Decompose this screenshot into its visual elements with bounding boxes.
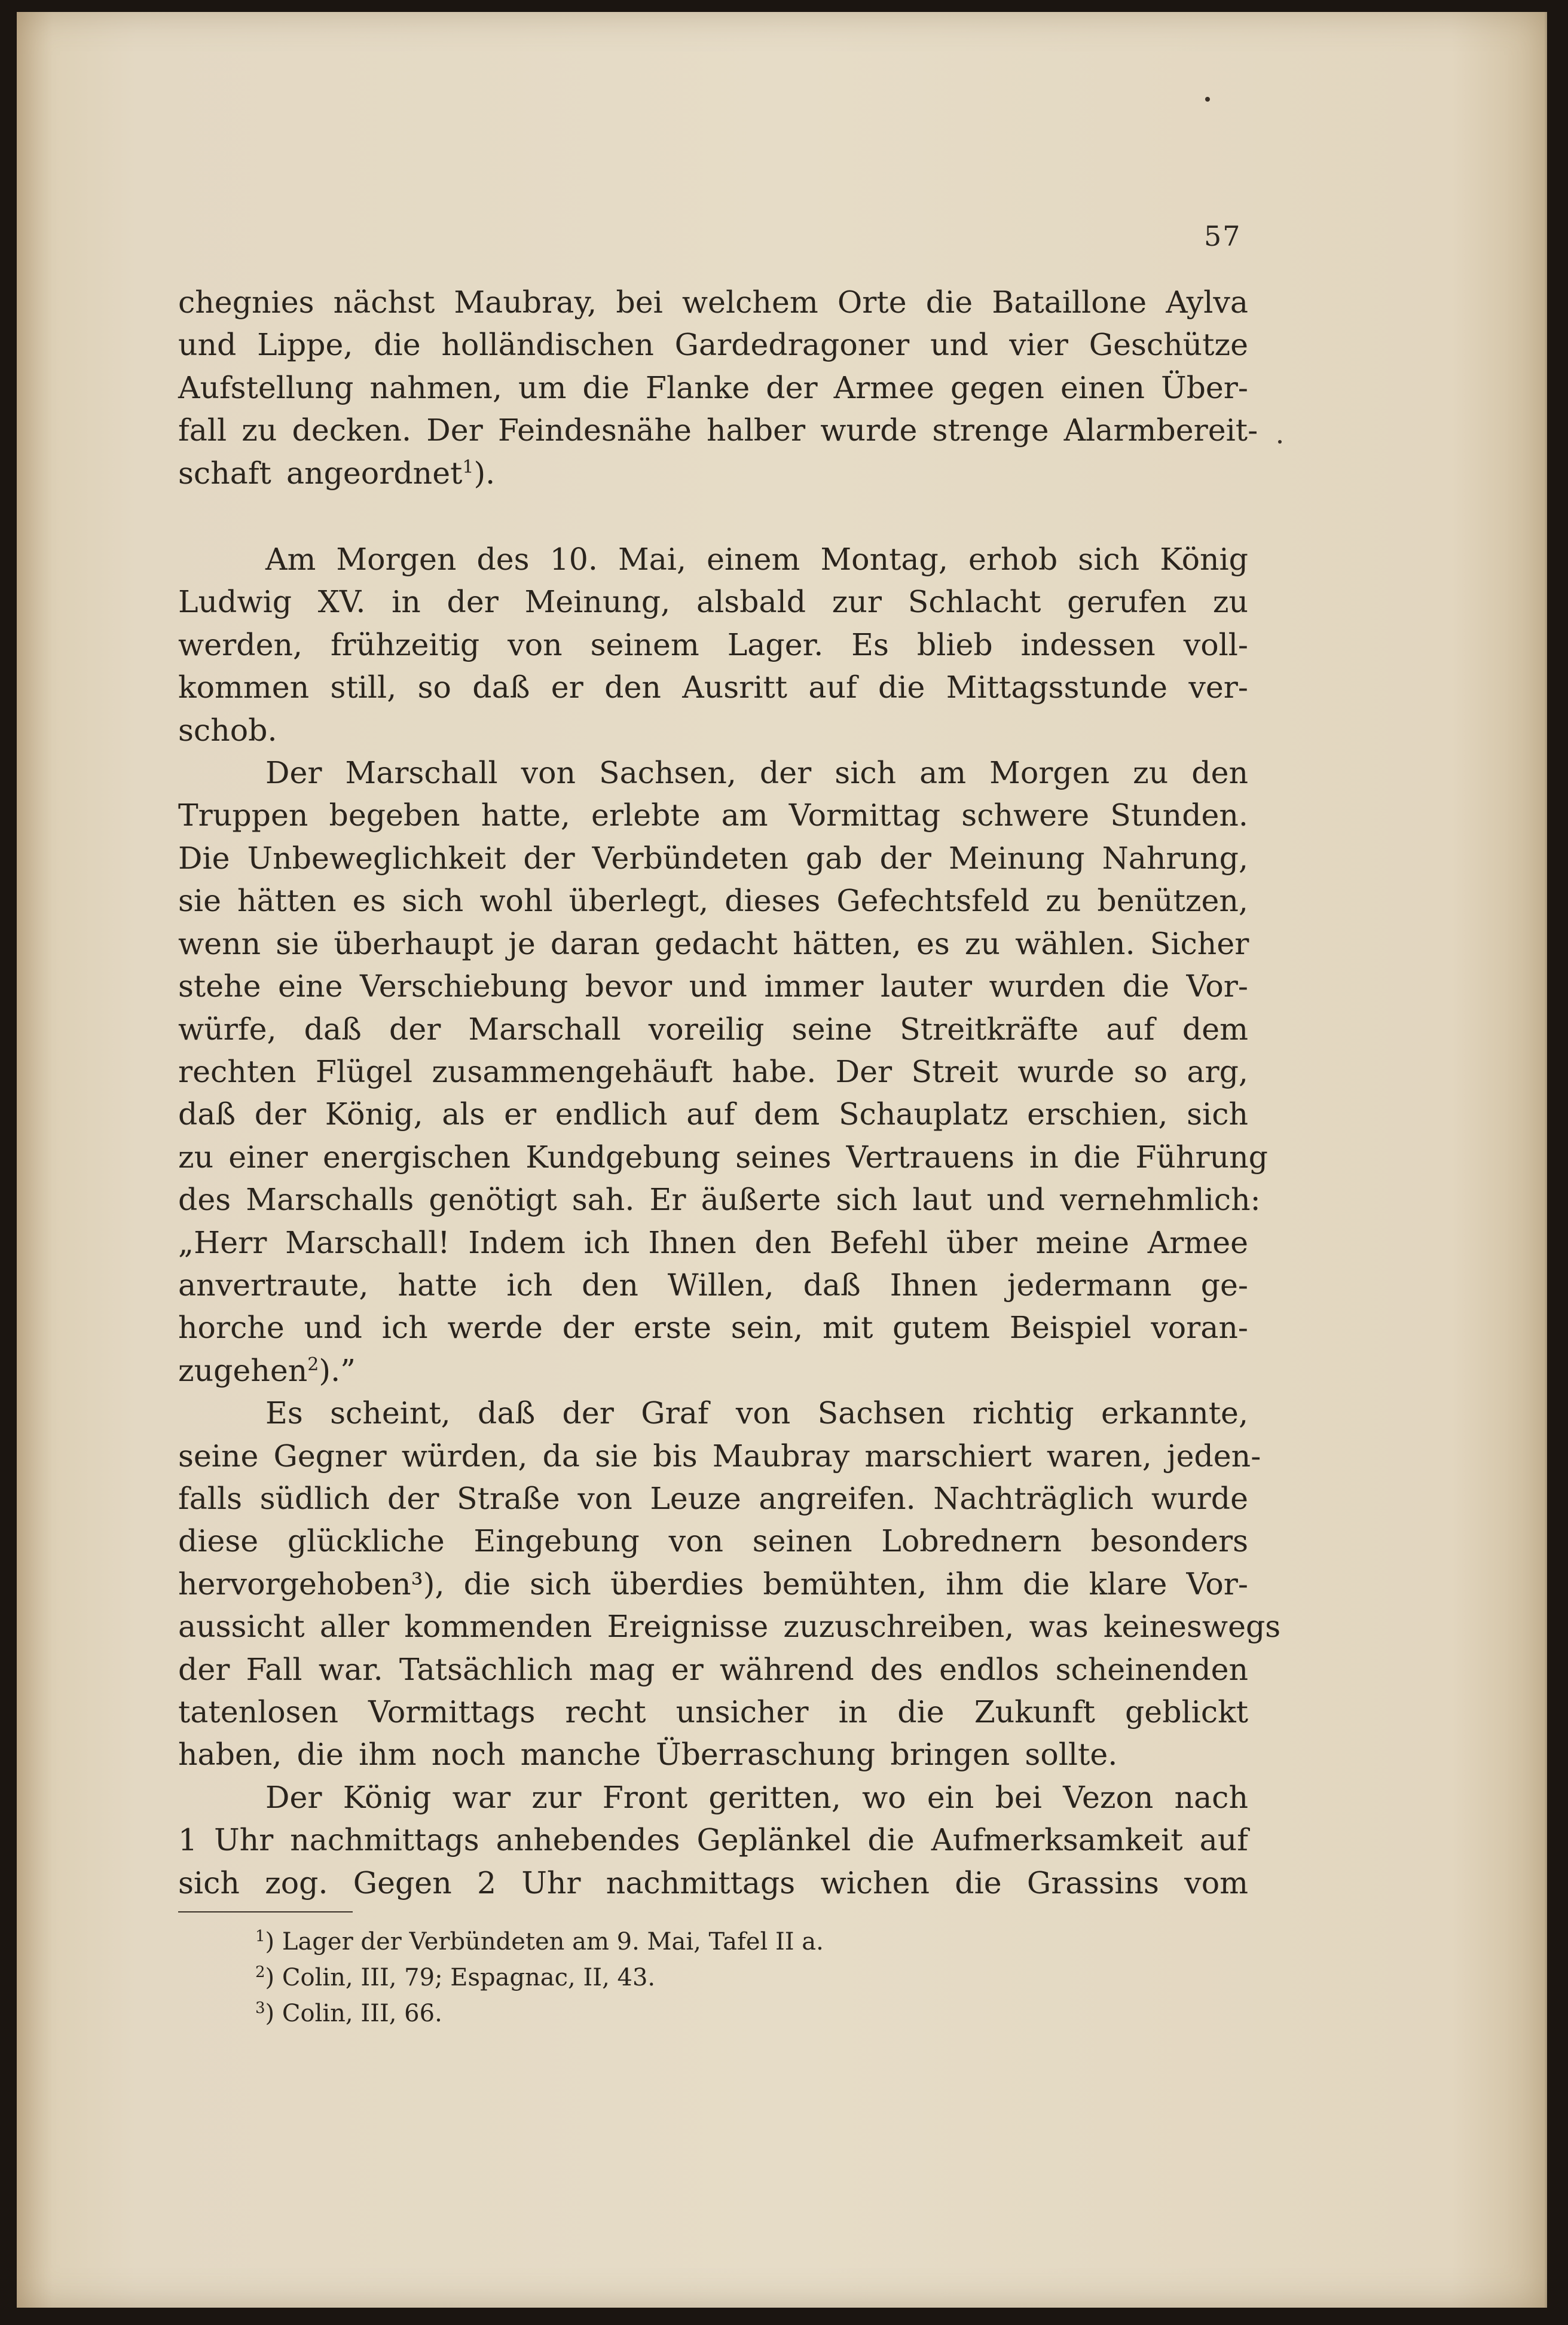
text-line: diese glückliche Eingebung von seinen Lobrednern besonders bbox=[178, 1523, 1248, 1559]
footnote-2: $^2$) Colin, III, 79; Espagnac, II, 43. bbox=[255, 1963, 656, 1991]
text-line: Es scheint, daß der Graf von Sachsen richtig erkannte, bbox=[265, 1395, 1248, 1431]
text-line: Die Unbeweglichkeit der Verbündeten gab der Meinung Nahrung, bbox=[178, 840, 1248, 876]
paragraph-3 bbox=[178, 751, 1268, 1392]
text-line: werden, frühzeitig von seinem Lager. Es blieb indessen voll- bbox=[178, 627, 1248, 662]
footnote-1: $^1$) Lager der Verbündeten am 9. Mai, Tafel II a. bbox=[255, 1927, 824, 1956]
text-fragment: ). bbox=[473, 455, 496, 491]
text-line: horche und ich werde der erste sein, mit gutem Beispiel voran- bbox=[178, 1310, 1248, 1346]
text-line: sie hätten es sich wohl überlegt, dieses Gefechtsfeld zu benützen, bbox=[178, 883, 1248, 919]
text-line: Ludwig XV. in der Meinung, alsbald zur Schlacht gerufen zu bbox=[178, 584, 1248, 620]
text-fragment: ).” bbox=[319, 1352, 356, 1388]
text-line: Truppen begeben hatte, erlebte am Vormittag schwere Stunden. bbox=[178, 798, 1248, 833]
text-line: anvertraute, hatte ich den Willen, daß Ihnen jedermann ge- bbox=[178, 1267, 1248, 1303]
text-line: „Herr Marschall! Indem ich Ihnen den Befehl über meine Armee bbox=[178, 1224, 1248, 1260]
text-line: und Lippe, die holländischen Gardedragoner und vier Geschütze bbox=[178, 327, 1248, 363]
text-line: kommen still, so daß er den Ausritt auf die Mittagsstunde ver- bbox=[178, 670, 1248, 705]
footnote-mark: 1 bbox=[255, 1927, 265, 1945]
text-line: stehe eine Verschiebung bevor und immer lauter wurden die Vor- bbox=[178, 969, 1248, 1004]
text-line: daß der König, als er endlich auf dem Schauplatz erschien, sich bbox=[178, 1096, 1248, 1132]
text-line: fall zu decken. Der Feindesnähe halber wurde strenge Alarmbereit- bbox=[178, 413, 1258, 448]
text-line: würfe, daß der Marschall voreilig seine Streitkräfte auf dem bbox=[178, 1011, 1248, 1047]
footnote-separator bbox=[178, 1911, 353, 1912]
text-line: falls südlich der Straße von Leuze angreifen. Nachträglich wurde bbox=[178, 1480, 1248, 1516]
footnote-text: Colin, III, 66. bbox=[282, 2000, 442, 2027]
text-line: Am Morgen des 10. Mai, einem Montag, erhob sich König bbox=[265, 542, 1248, 578]
footnote-mark: 3 bbox=[255, 1999, 265, 2017]
book-edge-shadow bbox=[1544, 0, 1568, 2325]
paragraph-2 bbox=[178, 538, 1248, 751]
paragraph-5 bbox=[178, 1776, 1248, 1904]
text-line: zu einer energischen Kundgebung seines Vertrauens in die Führung bbox=[178, 1139, 1268, 1175]
footnote-reference: 1 bbox=[462, 456, 474, 478]
main-text bbox=[178, 281, 1281, 1904]
footnotes bbox=[255, 1924, 1032, 2031]
text-line: hervorgehoben³), die sich überdies bemühten, ihm die klare Vor- bbox=[178, 1566, 1248, 1602]
footnote-text: Lager der Verbündeten am 9. Mai, Tafel II a. bbox=[282, 1928, 824, 1956]
text-line: chegnies nächst Maubray, bei welchem Orte die Bataillone Aylva bbox=[178, 285, 1248, 320]
text-line: schob. bbox=[178, 712, 277, 748]
text-line: sich zog. Gegen 2 Uhr nachmittags wichen die Grassins vom bbox=[178, 1865, 1248, 1901]
text-line: des Marschalls genötigt sah. Er äußerte sich laut und vernehmlich: bbox=[178, 1182, 1261, 1218]
footnote-text: Colin, III, 79; Espagnac, II, 43. bbox=[282, 1964, 656, 1991]
footnote-reference: 2 bbox=[307, 1354, 319, 1375]
text-line: Der Marschall von Sachsen, der sich am Morgen zu den bbox=[265, 755, 1248, 791]
text-fragment: schaft angeordnet bbox=[178, 455, 463, 491]
text-line: aussicht aller kommenden Ereignisse zuzuschreiben, was keineswegs bbox=[178, 1609, 1281, 1645]
text-line: rechten Flügel zusammengehäuft habe. Der Streit wurde so arg, bbox=[178, 1053, 1248, 1089]
paragraph-gap bbox=[178, 494, 1248, 538]
ink-speck bbox=[1205, 97, 1210, 102]
footnote-mark: 2 bbox=[255, 1963, 265, 1981]
text-line: Aufstellung nahmen, um die Flanke der Armee gegen einen Über- bbox=[178, 369, 1248, 405]
ink-speck bbox=[1278, 440, 1282, 444]
text-line bbox=[178, 1349, 1248, 1392]
text-line: Der König war zur Front geritten, wo ein bei Vezon nach bbox=[265, 1779, 1248, 1815]
text-line: seine Gegner würden, da sie bis Maubray marschiert waren, jeden- bbox=[178, 1438, 1261, 1474]
text-line: 1 Uhr nachmittags anhebendes Geplänkel die Aufmerksamkeit auf bbox=[178, 1822, 1248, 1858]
text-line: haben, die ihm noch manche Überraschung bringen sollte. bbox=[178, 1737, 1118, 1773]
paragraph-4 bbox=[178, 1392, 1281, 1776]
paragraph-1 bbox=[178, 281, 1258, 494]
text-line bbox=[178, 452, 1248, 494]
text-line: der Fall war. Tatsächlich mag er während des endlos scheinenden bbox=[178, 1651, 1248, 1687]
text-fragment: zugehen bbox=[178, 1352, 308, 1388]
text-line: tatenlosen Vormittags recht unsicher in die Zukunft geblickt bbox=[178, 1694, 1248, 1730]
text-line: wenn sie überhaupt je daran gedacht hätten, es zu wählen. Sicher bbox=[178, 925, 1249, 961]
footnote-3: $^3$) Colin, III, 66. bbox=[255, 1999, 442, 2027]
page-number: 57 bbox=[1204, 220, 1242, 252]
